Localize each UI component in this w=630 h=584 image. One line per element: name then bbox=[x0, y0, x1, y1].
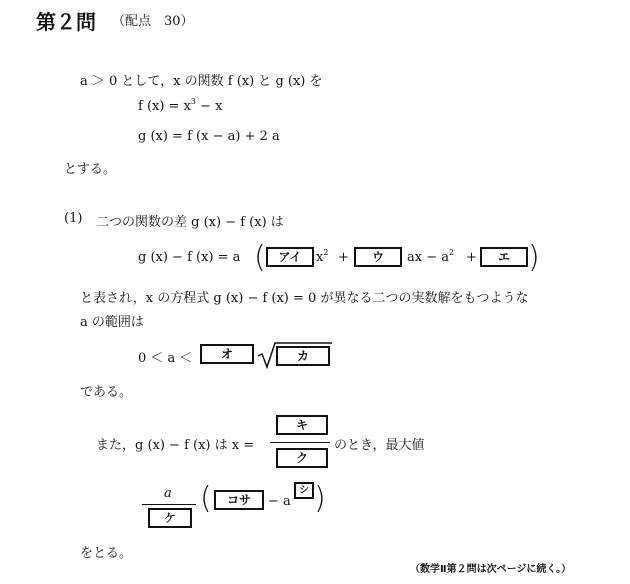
equation-f-rhs: − x bbox=[196, 99, 223, 114]
equation-g: g (x) = f (x − a) + 2 a bbox=[138, 129, 280, 144]
intro-end: とする。 bbox=[64, 162, 117, 177]
intro-line: a ＞ 0 として，x の関数 f (x) と g (x) を bbox=[80, 74, 323, 89]
minus-a: − a bbox=[268, 494, 291, 509]
fraction-numerator: a bbox=[164, 486, 172, 501]
answer-box-ku[interactable]: ク bbox=[276, 448, 328, 468]
plus-sign: + bbox=[466, 250, 477, 265]
answer-box-kosa[interactable]: コサ bbox=[214, 490, 264, 510]
fraction-bar bbox=[270, 442, 330, 443]
answer-box-e[interactable]: エ bbox=[480, 247, 528, 267]
problem-title: 第２問 bbox=[36, 10, 96, 34]
x-symbol: x bbox=[316, 250, 324, 265]
answer-box-o[interactable]: オ bbox=[200, 344, 254, 364]
ax-term bbox=[407, 250, 454, 265]
answer-box-shi[interactable]: シ bbox=[294, 482, 314, 499]
equation-f bbox=[138, 99, 223, 114]
max-lead: また，g (x) − f (x) は x = bbox=[96, 438, 255, 453]
x-squared-term bbox=[316, 250, 328, 265]
answer-box-ki[interactable]: キ bbox=[276, 415, 328, 435]
left-paren: ( bbox=[254, 240, 266, 275]
condition-text: と表され，x の方程式 g (x) − f (x) = 0 が異なる二つの実数解をもつような bbox=[80, 291, 529, 306]
fraction-bar bbox=[142, 504, 196, 505]
points-label: （配点 30） bbox=[112, 14, 194, 29]
equation-f-exponent: 3 bbox=[190, 97, 197, 106]
range-lhs: 0 ＜ a ＜ bbox=[138, 351, 193, 366]
left-paren: ( bbox=[200, 481, 212, 516]
question-number: (1) bbox=[64, 211, 83, 226]
question-lead: 二つの関数の差 g (x) − f (x) は bbox=[96, 215, 284, 230]
answer-box-ke[interactable]: ケ bbox=[148, 508, 192, 528]
answer-box-a[interactable]: アイ bbox=[266, 247, 314, 267]
a-exponent: 2 bbox=[449, 248, 455, 257]
difference-lhs: g (x) − f (x) = a bbox=[138, 250, 241, 265]
right-paren: ) bbox=[528, 240, 540, 275]
range-lead: a の範囲は bbox=[80, 315, 144, 330]
range-end: である。 bbox=[80, 385, 133, 400]
equation-f-lhs: f (x) = x bbox=[138, 99, 191, 114]
continuation-note: （数学Ⅱ第２問は次ページに続く。） bbox=[410, 564, 572, 575]
right-paren: ) bbox=[314, 481, 326, 516]
answer-box-ka[interactable]: カ bbox=[276, 346, 330, 366]
max-tail: のとき，最大値 bbox=[334, 438, 425, 453]
plus-sign: + bbox=[338, 250, 349, 265]
answer-box-u[interactable]: ウ bbox=[354, 247, 402, 267]
x-exponent: 2 bbox=[323, 248, 329, 257]
ax-text: ax − a bbox=[407, 250, 449, 265]
closing-text: をとる。 bbox=[80, 546, 133, 561]
